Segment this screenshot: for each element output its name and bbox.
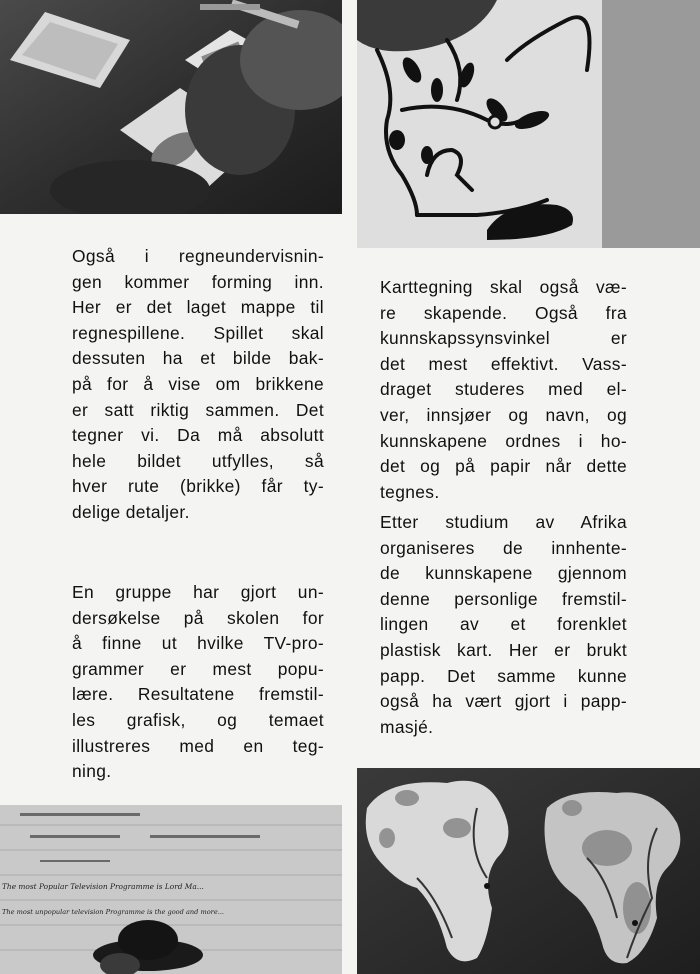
handwriting-line-2: The most unpopular television Programme is the good and more... [2, 908, 225, 916]
text-line: hele bildet utfylles, så [72, 450, 324, 471]
text-line: denne personlige fremstil- [380, 588, 627, 609]
text-line: delige detaljer. [72, 501, 190, 522]
text-line: Etter studium av Afrika [380, 512, 627, 532]
text-line: det mest effektivt. Vass- [380, 353, 627, 374]
text-line: kunnskapene ordnes i ho- [380, 430, 627, 451]
text-line: illustreres med en teg- [72, 735, 324, 756]
text-line: lingen av et forenklet [380, 614, 627, 635]
text-line: dessuten ha et bilde bak- [72, 348, 324, 369]
text-line: de kunnskapene gjennom [380, 563, 627, 584]
text-line: grammer er mest popu- [72, 658, 324, 679]
text-line: er satt riktig sammen. Det [72, 399, 324, 420]
text-line: regnespillene. Spillet skal [72, 322, 324, 343]
paragraph-tv-survey [72, 580, 324, 785]
handwriting-line-1: The most Popular Television Programme is Lord Ma... [2, 882, 204, 891]
paragraph-africa-model [380, 510, 627, 740]
text-line: på for å vise om brikkene [72, 373, 324, 394]
text-line: re skapende. Også fra [380, 302, 627, 323]
text-line: les grafisk, og temaet [72, 709, 324, 730]
text-line: også ha vært gjort i papp- [380, 691, 627, 712]
photo-children-drawing [0, 0, 342, 214]
text-line: ning. [72, 761, 112, 782]
text-line: organiseres de innhente- [380, 537, 627, 558]
text-line: papp. Det samme kunne [380, 665, 627, 686]
text-line: det og på papir når dette [380, 456, 627, 477]
text-line: kunnskapssynsvinkel er [380, 328, 627, 349]
text-line: En gruppe har gjort un- [72, 582, 324, 602]
text-line: tegnes. [380, 481, 440, 502]
photo-africa-relief-maps [357, 768, 700, 974]
text-line: masjé. [380, 716, 434, 737]
text-line: Her er det laget mappe til [72, 297, 324, 318]
paragraph-math-art [72, 244, 324, 526]
text-line: hver rute (brikke) får ty- [72, 476, 324, 497]
photo-tv-survey-sheet [0, 805, 342, 974]
text-line: lære. Resultatene fremstil- [72, 684, 324, 705]
paragraph-map-drawing [380, 275, 627, 505]
text-line: plastisk kart. Her er brukt [380, 639, 627, 660]
text-line: draget studeres med el- [380, 379, 627, 400]
text-line: å finne ut hvilke TV-pro- [72, 633, 324, 654]
text-line: dersøkelse på skolen for [72, 607, 324, 628]
text-line: Karttegning skal også væ- [380, 277, 627, 297]
text-line: ver, innsjøer og navn, og [380, 404, 627, 425]
text-line: tegner vi. Da må absolutt [72, 425, 324, 446]
text-line: Også i regneundervisnin- [72, 246, 324, 266]
photo-river-map-drawing [357, 0, 700, 248]
text-line: gen kommer forming inn. [72, 271, 324, 292]
